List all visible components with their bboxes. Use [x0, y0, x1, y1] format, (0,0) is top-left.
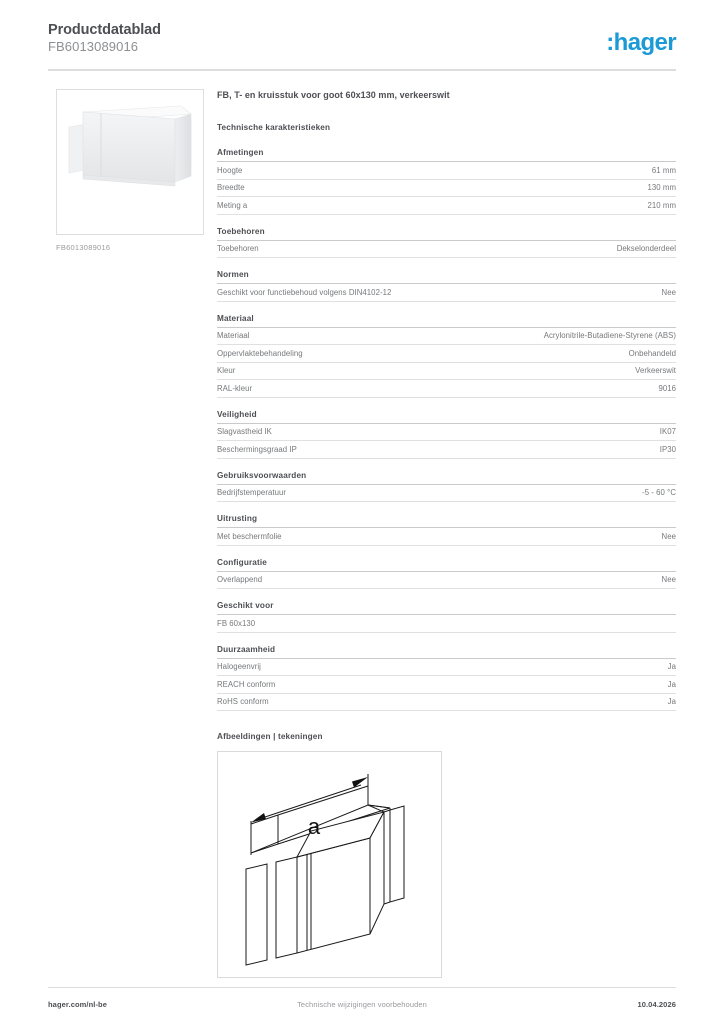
spec-value: IK07	[659, 427, 676, 436]
spec-value: Verkeerswit	[635, 366, 676, 375]
spec-row	[217, 615, 676, 633]
spec-row	[217, 380, 676, 398]
spec-row	[217, 676, 676, 694]
spec-group-heading: Configuratie	[217, 557, 676, 572]
product-image-caption: FB6013089016	[56, 243, 111, 252]
spec-value: Dekselonderdeel	[616, 244, 676, 253]
spec-group-heading: Duurzaamheid	[217, 644, 676, 659]
footer-disclaimer: Technische wijzigingen voorbehouden	[297, 1000, 427, 1009]
spec-value: 9016	[658, 383, 676, 393]
footer-date: 10.04.2026	[637, 1000, 676, 1009]
spec-key: Materiaal	[217, 331, 250, 340]
spec-key: Breedte	[217, 183, 245, 192]
spec-group	[217, 269, 676, 302]
spec-key: RAL-kleur	[217, 383, 253, 393]
spec-group-heading: Afmetingen	[217, 147, 676, 162]
page-title: Productdatablad	[48, 22, 161, 38]
technical-drawing	[217, 751, 442, 978]
spec-group	[217, 147, 676, 215]
header-divider	[48, 69, 676, 71]
spec-row	[217, 424, 676, 442]
spec-key: REACH conform	[217, 679, 276, 689]
spec-group-heading: Toebehoren	[217, 226, 676, 241]
spec-row	[217, 162, 676, 180]
spec-value: 210 mm	[647, 200, 676, 210]
spec-row	[217, 441, 676, 459]
spec-value: 130 mm	[647, 183, 676, 192]
spec-key: Toebehoren	[217, 244, 259, 253]
spec-group	[217, 313, 676, 398]
spec-value: Nee	[661, 531, 676, 541]
spec-row	[217, 197, 676, 215]
spec-group-heading: Gebruiksvoorwaarden	[217, 470, 676, 485]
spec-row	[217, 345, 676, 363]
spec-row	[217, 694, 676, 712]
spec-key: FB 60x130	[217, 618, 256, 628]
spec-group-heading: Normen	[217, 269, 676, 284]
spec-value: Ja	[667, 662, 676, 671]
spec-group	[217, 557, 676, 590]
spec-value: Nee	[661, 575, 676, 584]
spec-key: Overlappend	[217, 575, 263, 584]
product-description: FB, T- en kruisstuk voor goot 60x130 mm, verkeerswit	[217, 90, 450, 100]
spec-key: Geschikt voor functiebehoud volgens DIN4102-12	[217, 287, 392, 297]
spec-group	[217, 644, 676, 712]
spec-groups	[217, 147, 676, 711]
technical-drawing-svg	[218, 752, 441, 977]
spec-row	[217, 528, 676, 546]
spec-value: 61 mm	[651, 165, 676, 175]
spec-key: Slagvastheid IK	[217, 427, 272, 436]
spec-content	[217, 89, 676, 978]
spec-key: Bedrijfstemperatuur	[217, 488, 286, 497]
spec-key: RoHS conform	[217, 697, 269, 706]
spec-value: Ja	[667, 697, 676, 706]
spec-group-heading: Veiligheid	[217, 409, 676, 424]
spec-row	[217, 284, 676, 302]
spec-group	[217, 513, 676, 546]
spec-value: Acrylonitrile-Butadiene-Styrene (ABS)	[543, 331, 676, 340]
spec-key: Met beschermfolie	[217, 531, 282, 541]
spec-group	[217, 470, 676, 503]
spec-row	[217, 328, 676, 346]
footer-divider	[48, 987, 676, 988]
spec-group-heading: Materiaal	[217, 313, 676, 328]
spec-key: Oppervlaktebehandeling	[217, 348, 303, 358]
page-header	[48, 22, 676, 68]
spec-key: Hoogte	[217, 165, 243, 175]
spec-value: Nee	[661, 287, 676, 297]
spec-row	[217, 363, 676, 381]
dimension-label-a: a	[307, 814, 321, 839]
spec-key: Beschermingsgraad IP	[217, 444, 297, 454]
drawings-title: Afbeeldingen | tekeningen	[217, 732, 323, 741]
spec-key: Kleur	[217, 366, 236, 375]
spec-group	[217, 226, 676, 259]
spec-row	[217, 485, 676, 503]
hager-logo: :hager	[606, 29, 676, 56]
spec-row	[217, 659, 676, 677]
spec-value: IP30	[659, 444, 676, 454]
spec-value: -5 - 60 °C	[642, 488, 676, 497]
spec-value: Onbehandeld	[628, 348, 676, 358]
technical-characteristics-title: Technische karakteristieken	[217, 123, 331, 132]
spec-group	[217, 409, 676, 459]
footer-website[interactable]: hager.com/nl-be	[48, 1000, 108, 1009]
spec-row	[217, 572, 676, 590]
spec-key: Halogeenvrij	[217, 662, 261, 671]
spec-group-heading: Uitrusting	[217, 513, 676, 528]
spec-row	[217, 241, 676, 259]
spec-value: Ja	[667, 679, 676, 689]
product-photo-svg	[57, 90, 203, 234]
page-footer	[48, 999, 676, 1011]
spec-group-heading: Geschikt voor	[217, 600, 676, 615]
product-image	[56, 89, 204, 235]
spec-row	[217, 180, 676, 198]
spec-group	[217, 600, 676, 633]
spec-key: Meting a	[217, 200, 248, 210]
product-reference: FB6013089016	[48, 39, 139, 54]
